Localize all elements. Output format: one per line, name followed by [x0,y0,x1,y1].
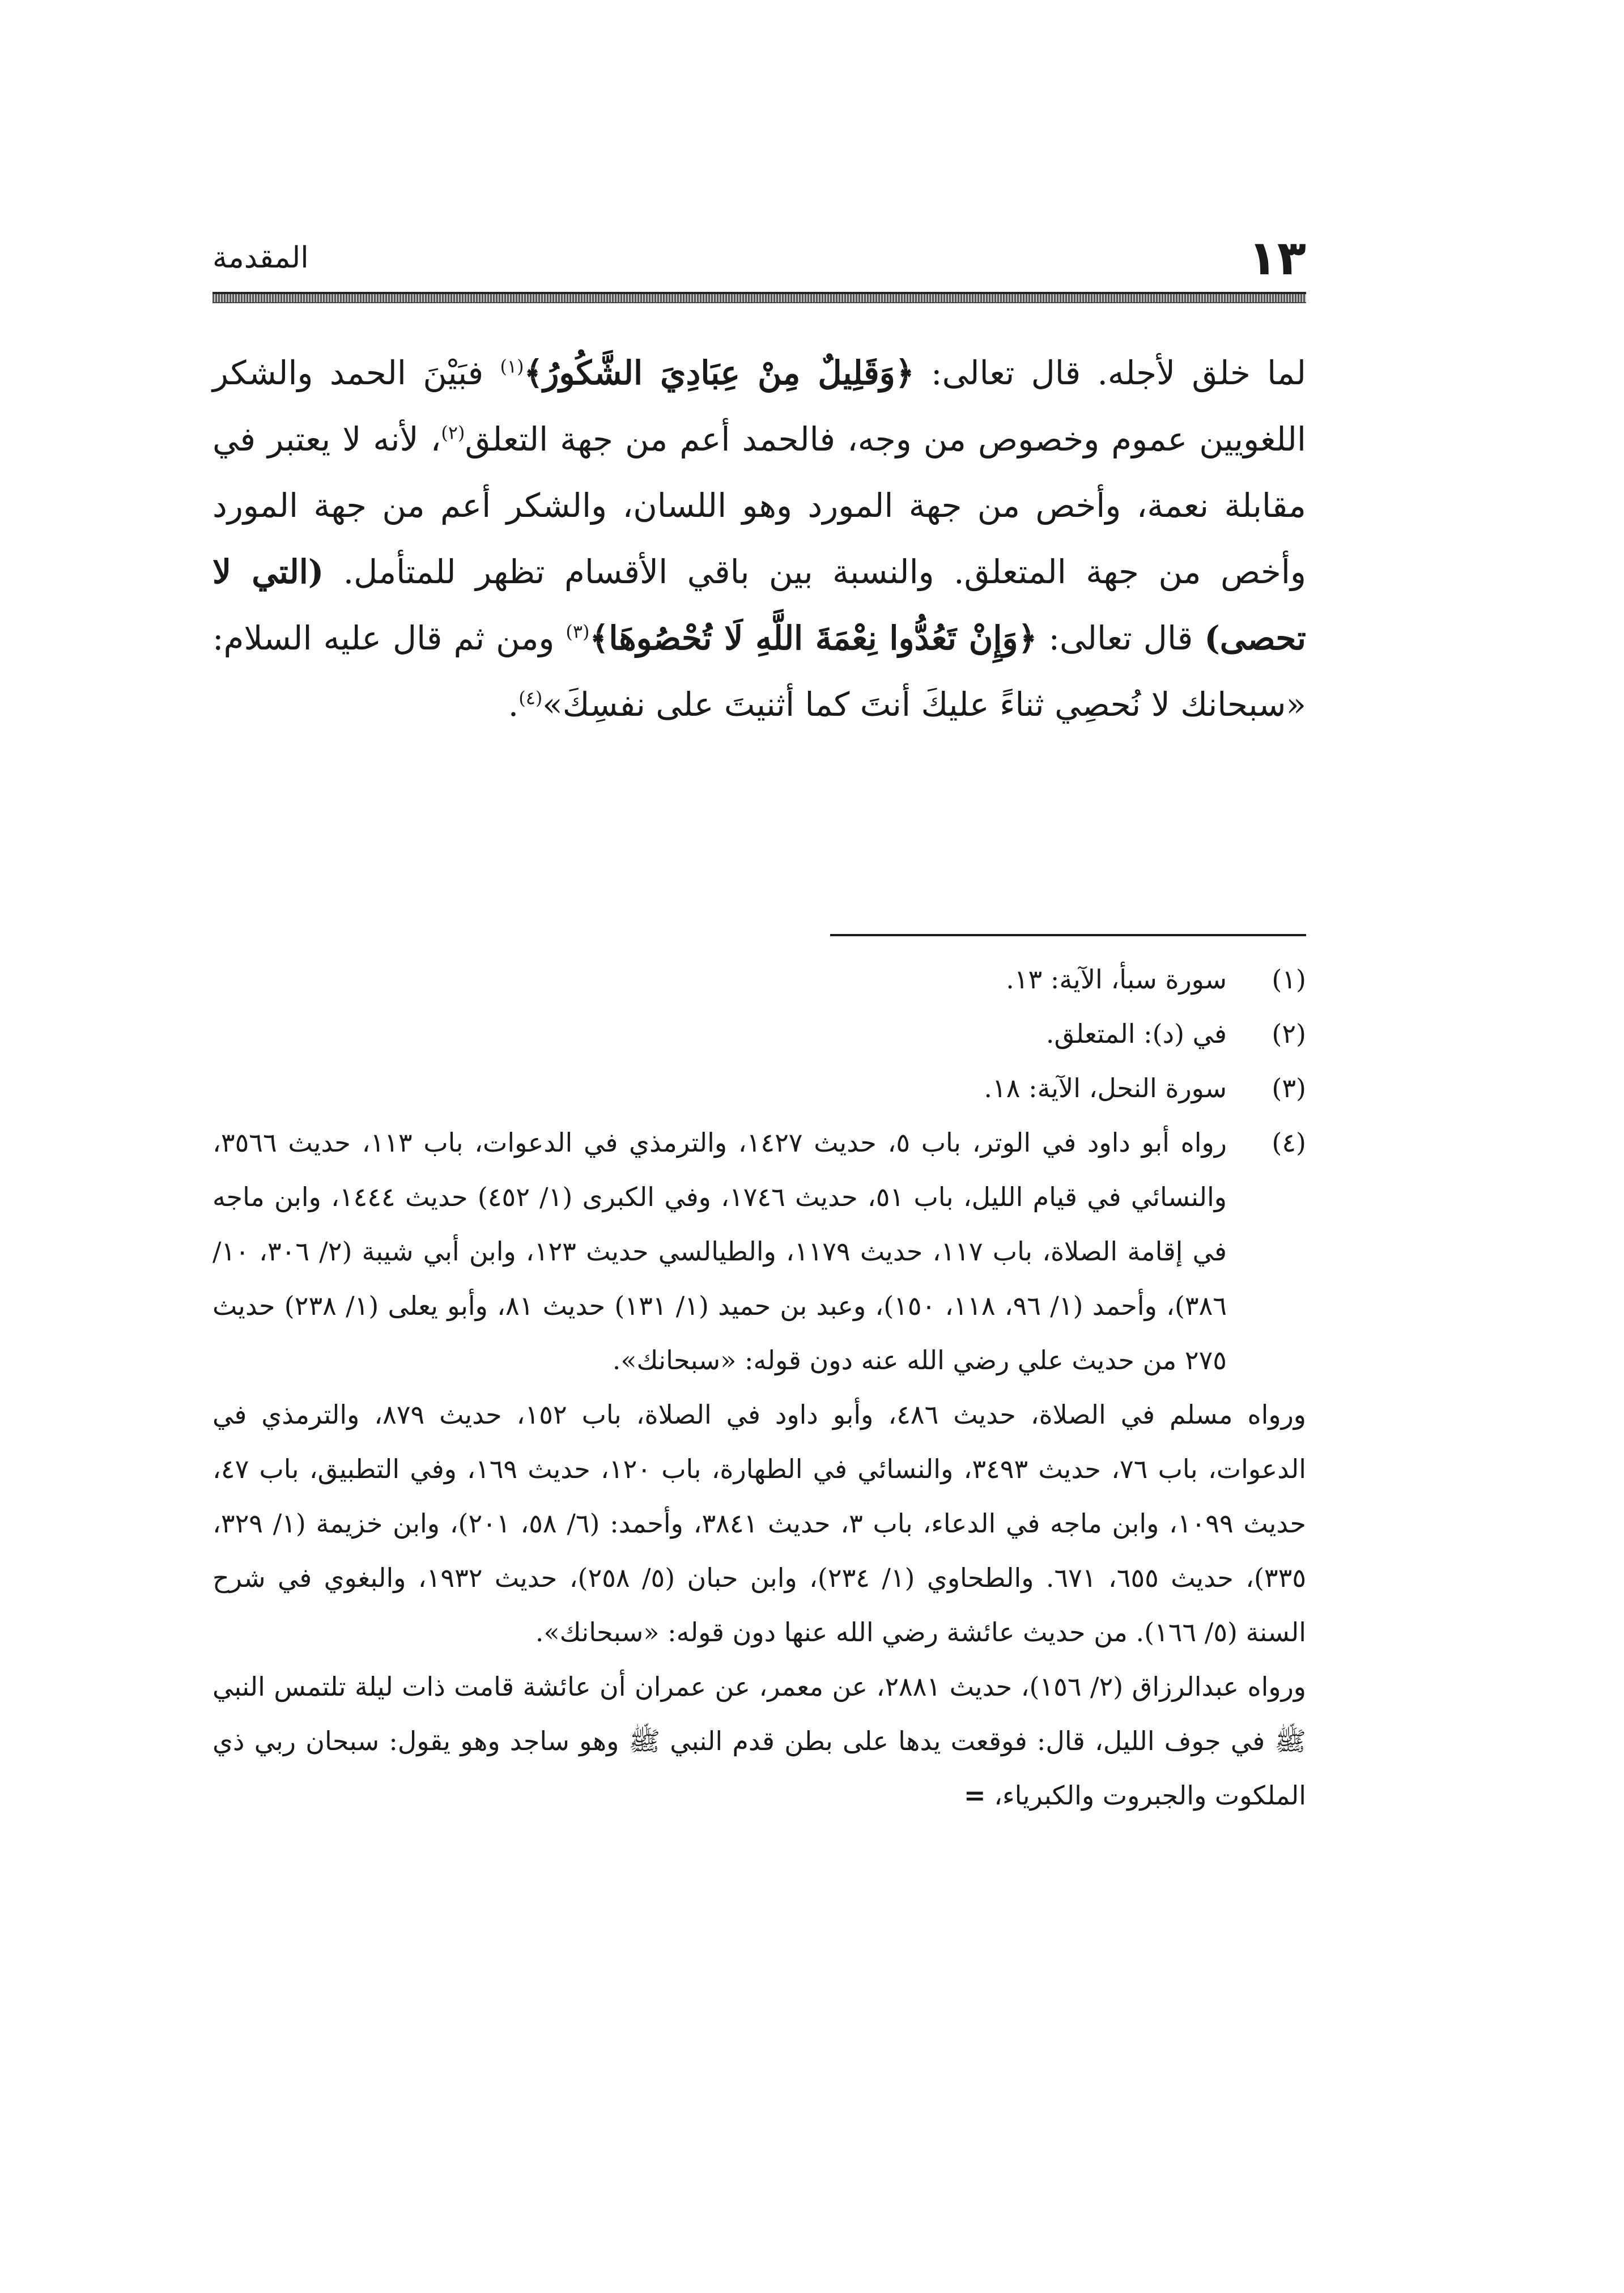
footnote-3 [212,1061,1306,1115]
footnote-text: رواه أبو داود في الوتر، باب ٥، حديث ١٤٢٧، والترمذي في الدعوات، باب ١١٣، حديث ٣٥٦٦، والنسائي في قيام الليل، باب ٥١، حديث ١٧٤٦، وفي الكبرى (١/ ٤٥٢) حديث ١٤٤٤، وابن ماجه في إقامة الصلاة، باب ١١٧، حديث ١١٧٩، والطيالسي حديث ١٢٣، وابن أبي شيبة (٢/ ٣٠٦، ١٠/ ٣٨٦)، وأحمد (١/ ٩٦، ١١٨، ١٥٠)، وعبد بن حميد (١/ ١٣١) حديث ٨١، وأبو يعلى (١/ ٢٣٨) حديث ٢٧٥ من حديث علي رضي الله عنه دون قوله: «سبحانك». [212,1127,1227,1375]
bold-phrase: (التي لا تحصى) [212,553,1306,657]
footnote-ref: (١) [500,355,524,377]
footnote-text: في (د): المتعلق. [1045,1018,1227,1049]
footnote-separator [830,934,1306,936]
footnote-number: (٤) [1272,1127,1306,1158]
text-segment: فبَيْنَ الحمد والشكر اللغويين عموم وخصوص من وجه، فالحمد أعم من جهة التعلق [212,354,1307,458]
footnotes [212,952,1306,1823]
running-header [212,227,1306,295]
main-text [212,340,1306,738]
text-segment: ومن ثم قال عليه السلام: «سبحانك لا نُحصِي ثناءً عليكَ أنتَ كما أثنيتَ على نفسِكَ» [212,619,1306,724]
continuation-mark: = [964,1780,986,1811]
footnote-text: ورواه عبدالرزاق (٢/ ١٥٦)، حديث ٢٨٨١، عن معمر، عن عمران أن عائشة قامت ذات ليلة تلتمس النبي ﷺ في جوف الليل، قال: فوقعت يدها على بطن قدم النبي ﷺ وهو ساجد وهو يقول: سبحان ربي ذي الملكوت والجبروت والكبرياء، [212,1671,1306,1811]
text-segment: ، لأنه لا يعتبر في مقابلة نعمة، وأخص من جهة المورد وهو اللسان، والشكر أعم من جهة المورد وأخص من جهة المتعلق. والنسبة بين باقي الأقسام تظهر للمتأمل. [212,420,1306,591]
footnote-number: (٣) [1272,1073,1306,1103]
footnote-ref: (٤) [518,687,543,709]
footnote-number: (٢) [1272,1018,1306,1049]
footnote-ref: (٣) [566,621,590,643]
footnote-4-continued [212,1659,1306,1823]
text-segment: لما خلق لأجله. قال تعالى: [914,354,1306,392]
footnote-text: سورة النحل، الآية: ١٨. [984,1073,1227,1103]
footnote-text: سورة سبأ، الآية: ١٣. [1006,964,1227,995]
quran-verse: ﴿وَقَلِيلٌ مِنْ عِبَادِيَ الشَّكُورُ﴾ [524,354,915,392]
footnote-ref: (٢) [441,422,465,444]
footnote-1 [212,952,1306,1007]
chapter-title: المقدمة [212,241,309,275]
main-paragraph [212,340,1306,738]
footnote-4-continued: ورواه مسلم في الصلاة، حديث ٤٨٦، وأبو داود في الصلاة، باب ١٥٢، حديث ٨٧٩، والترمذي في الدعوات، باب ٧٦، حديث ٣٤٩٣، والنسائي في الطهارة، باب ١٢٠، حديث ١٦٩، وفي التطبيق، باب ٤٧، حديث ١٠٩٩، وابن ماجه في الدعاء، باب ٣، حديث ٣٨٤١، وأحمد: (٦/ ٥٨، ٢٠١)، وابن خزيمة (١/ ٣٢٩، ٣٣٥)، حديث ٦٥٥، ٦٧١. والطحاوي (١/ ٢٣٤)، وابن حبان (٥/ ٢٥٨)، حديث ١٩٣٢، والبغوي في شرح السنة (٥/ ١٦٦). من حديث عائشة رضي الله عنها دون قوله: «سبحانك». [212,1399,1307,1647]
footnote-number: (١) [1272,964,1306,995]
quran-verse: ﴿وَإِنْ تَعُدُّوا نِعْمَةَ اللَّهِ لَا تُحْصُوهَا﴾ [589,619,1038,657]
header-rule [212,292,1306,303]
footnote-2 [212,1007,1306,1061]
text-segment: . [508,685,519,724]
text-segment: قال تعالى: [1037,619,1205,657]
footnote-4 [212,1115,1306,1387]
page-number: ١٣ [1248,230,1306,286]
